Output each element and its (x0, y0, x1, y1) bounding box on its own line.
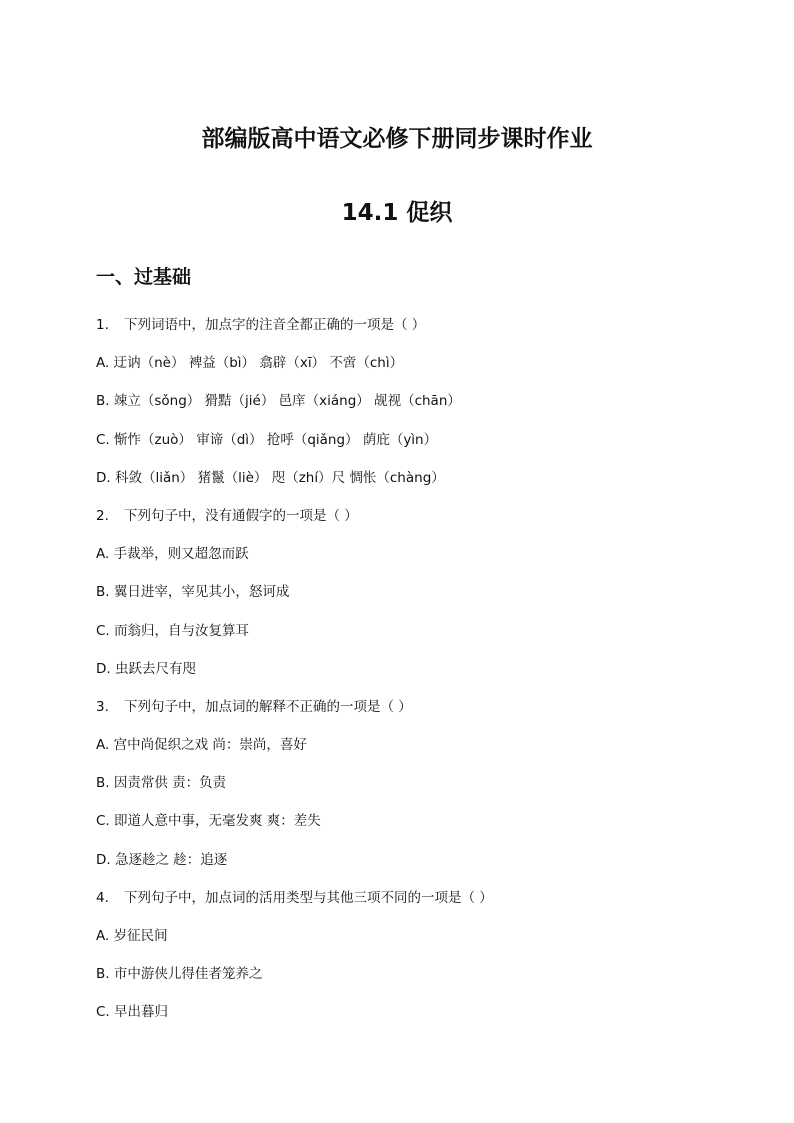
question-3-option-b: B. 因责常供 责：负责 (96, 775, 227, 792)
question-4-stem (96, 889, 736, 927)
question-4-option-b: B. 市中游侠儿得佳者笼养之 (96, 966, 263, 983)
question-1-option-a: A. 迂讷（nè） 裨益（bì） 翕辟（xī） 不啻（chì） (96, 355, 404, 372)
question-number: 4. (96, 889, 109, 906)
question-3-option-a: A. 宫中尚促织之戏 尚：崇尚，喜好 (96, 737, 307, 754)
page-title: 部编版高中语文必修下册同步课时作业 (201, 126, 593, 152)
question-number: 2. (96, 507, 109, 524)
question-number: 3. (96, 698, 109, 715)
question-text: 下列词语中，加点字的注音全都正确的一项是（ ） (124, 317, 426, 333)
question-3-option-d: D. 急逐趁之 趁：追逐 (96, 851, 228, 868)
question-2-option-b: B. 翼日进宰，宰见其小，怒诃成 (96, 584, 290, 601)
question-text: 下列句子中，加点词的解释不正确的一项是（ ） (124, 698, 412, 715)
question-2-option-c: C. 而翁归，自与汝复算耳 (96, 622, 250, 639)
section-heading: 一、过基础 (96, 266, 192, 288)
question-1-stem (96, 316, 736, 354)
question-1-option-d: D. 科敛（liǎn） 猪鬣（liè） 咫（zhí）尺 惆怅（chàng） (96, 469, 445, 486)
lesson-title: 14.1 促织 (341, 200, 453, 226)
question-4-option-c: C. 早出暮归 (96, 1004, 169, 1021)
question-list (96, 316, 736, 1042)
question-3-stem (96, 698, 736, 736)
question-1-option-c: C. 惭怍（zuò） 审谛（dì） 抢呼（qiǎng） 荫庇（yìn） (96, 431, 438, 448)
question-number: 1. (96, 317, 109, 333)
question-2-option-d: D. 虫跃去尺有咫 (96, 660, 196, 677)
question-4-option-a: A. 岁征民间 (96, 928, 168, 944)
question-2-option-a: A. 手裁举，则又超忽而跃 (96, 546, 249, 563)
question-text: 下列句子中，没有通假字的一项是（ ） (124, 507, 358, 524)
question-3-option-c: C. 即道人意中事，无毫发爽 爽：差失 (96, 813, 321, 830)
question-text: 下列句子中，加点词的活用类型与其他三项不同的一项是（ ） (124, 889, 493, 906)
question-1-option-b: B. 竦立（sǒng） 猾黠（jié） 邑庠（xiáng） 觇视（chān） (96, 393, 461, 410)
question-2-stem (96, 507, 736, 545)
